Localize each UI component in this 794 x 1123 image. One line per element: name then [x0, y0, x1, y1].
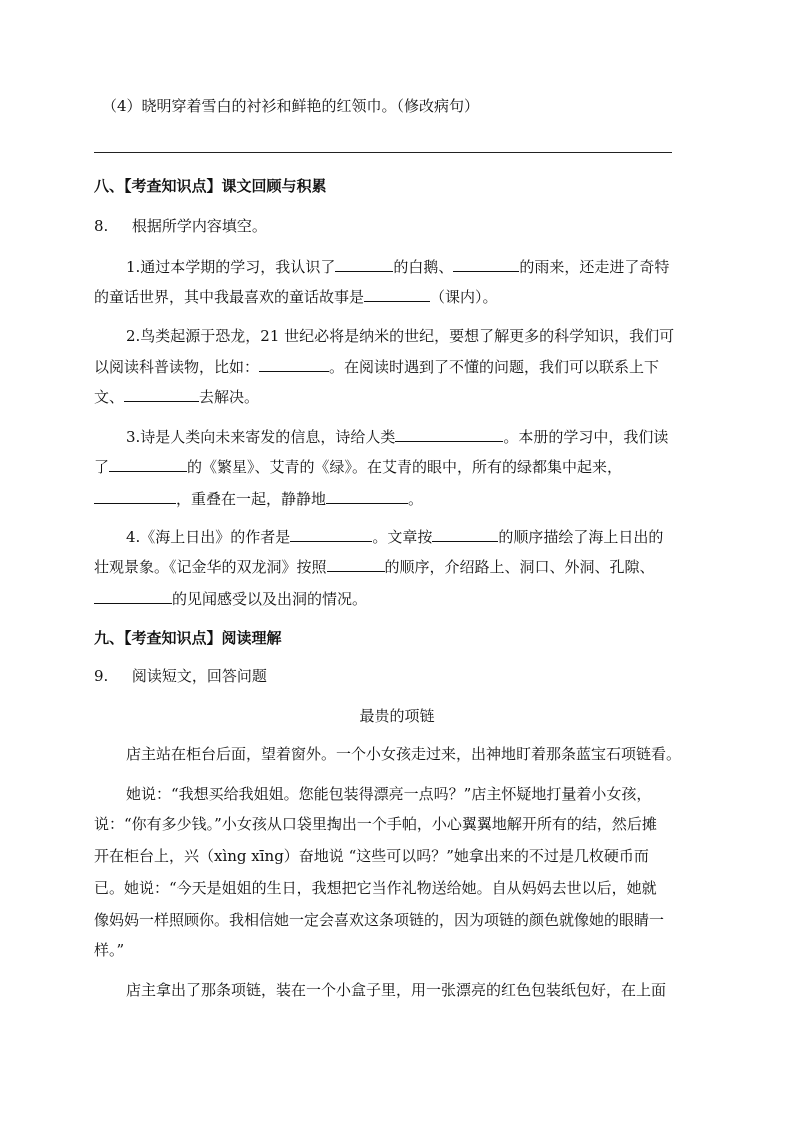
blank[interactable] [94, 488, 176, 504]
fill-item4-line3 [94, 588, 367, 609]
q9-text: 阅读短文，回答问题 [131, 667, 267, 685]
fill-item3-line1 [126, 426, 668, 447]
blank[interactable] [124, 386, 199, 402]
passage-p2-line2: 说：“你有多少钱。”小女孩从口袋里掏出一个手帕，小心翼翼地解开所有的结，然后摊 [94, 815, 657, 833]
passage-p3: 店主拿出了那条项链，装在一个小盒子里，用一张漂亮的红色包装纸包好，在上面 [126, 981, 667, 999]
q9-number: 9. [94, 667, 109, 685]
blank[interactable] [432, 526, 498, 542]
fill-item3-line3 [94, 488, 423, 509]
text-span: 文、 [94, 388, 125, 406]
text-span: 。本册的学习中，我们读 [503, 428, 669, 446]
fill-item1-line2 [94, 286, 498, 307]
fill-item2-line2 [94, 356, 659, 377]
passage-p2-line3: 开在柜台上，兴（xìng xīng）奋地说 “这些可以吗？”她拿出来的不过是几枚硬币而 [94, 847, 649, 865]
blank[interactable] [109, 456, 187, 472]
text-span: 的《繁星》、艾青的《绿》。在艾青的眼中，所有的绿都集中起来， [187, 458, 623, 476]
q8-prompt [94, 216, 267, 236]
blank[interactable] [290, 526, 372, 542]
text-span: 的顺序，介绍路上、洞口、外洞、孔隙、 [384, 558, 655, 576]
text-span: ，重叠在一起，静静地 [176, 490, 327, 508]
blank[interactable] [335, 256, 393, 272]
blank[interactable] [326, 488, 408, 504]
text-span: 。在阅读时遇到了不懂的问题，我们可以联系上下 [329, 358, 660, 376]
section8-title: 八、【考查知识点】课文回顾与积累 [94, 177, 327, 195]
passage-title: 最贵的项链 [359, 707, 435, 725]
text-span: 。 [408, 490, 424, 508]
text-span: 的顺序描绘了海上日出的 [498, 528, 664, 546]
q9-prompt [94, 666, 267, 686]
fill-item2-line3 [94, 386, 259, 407]
text-span: 了 [94, 458, 110, 476]
text-span: （课内）。 [430, 288, 498, 306]
passage-p2-line1: 她说：“我想买给我姐姐。您能包装得漂亮一点吗？”店主怀疑地打量着小女孩， [126, 785, 652, 803]
fill-item4-line2 [94, 556, 655, 577]
blank[interactable] [453, 256, 519, 272]
text-span: 的见闻感受以及出洞的情况。 [172, 590, 368, 608]
text-span: 壮观景象。《记金华的双龙洞》按照 [94, 558, 327, 576]
section9-title: 九、【考查知识点】阅读理解 [94, 629, 282, 647]
text-span: 的童话世界，其中我最喜欢的童话故事是 [94, 288, 365, 306]
q8-text: 根据所学内容填空。 [131, 217, 267, 235]
blank[interactable] [327, 556, 385, 572]
text-span: 去解决。 [199, 388, 260, 406]
text-span: 4.《海上日出》的作者是 [126, 528, 291, 546]
blank[interactable] [395, 426, 503, 442]
passage-p2-line6: 样。” [94, 941, 125, 959]
fill-item1-line1 [126, 256, 669, 277]
fill-item2-line1: 2.鸟类起源于恐龙，21 世纪必将是纳米的世纪，要想了解更多的科学知识，我们可 [126, 327, 675, 345]
fill-item4-line1 [126, 526, 663, 547]
text-span: 的白鹅、 [393, 258, 454, 276]
answer-line [94, 152, 672, 153]
blank[interactable] [364, 286, 430, 302]
fill-item3-line2 [94, 456, 622, 477]
passage-p2-line4: 已。她说：“今天是姐姐的生日，我想把它当作礼物送给她。自从妈妈去世以后，她就 [94, 879, 657, 897]
blank[interactable] [94, 588, 172, 604]
passage-p1: 店主站在柜台后面，望着窗外。一个小女孩走过来，出神地盯着那条蓝宝石项链看。 [126, 745, 682, 763]
text-span: 的雨来，还走进了奇特 [519, 258, 670, 276]
text-span: 3.诗是人类向未来寄发的信息，诗给人类 [126, 428, 396, 446]
q8-number: 8. [94, 217, 109, 235]
blank[interactable] [259, 356, 329, 372]
q7-item4: （4）晓明穿着雪白的衬衫和鲜艳的红领巾。（修改病句） [102, 97, 480, 115]
text-span: 。文章按 [372, 528, 433, 546]
passage-p2-line5: 像妈妈一样照顾你。我相信她一定会喜欢这条项链的，因为项链的颜色就像她的眼睛一 [94, 911, 665, 929]
text-span: 1.通过本学期的学习，我认识了 [126, 258, 336, 276]
text-span: 以阅读科普读物，比如： [94, 358, 260, 376]
